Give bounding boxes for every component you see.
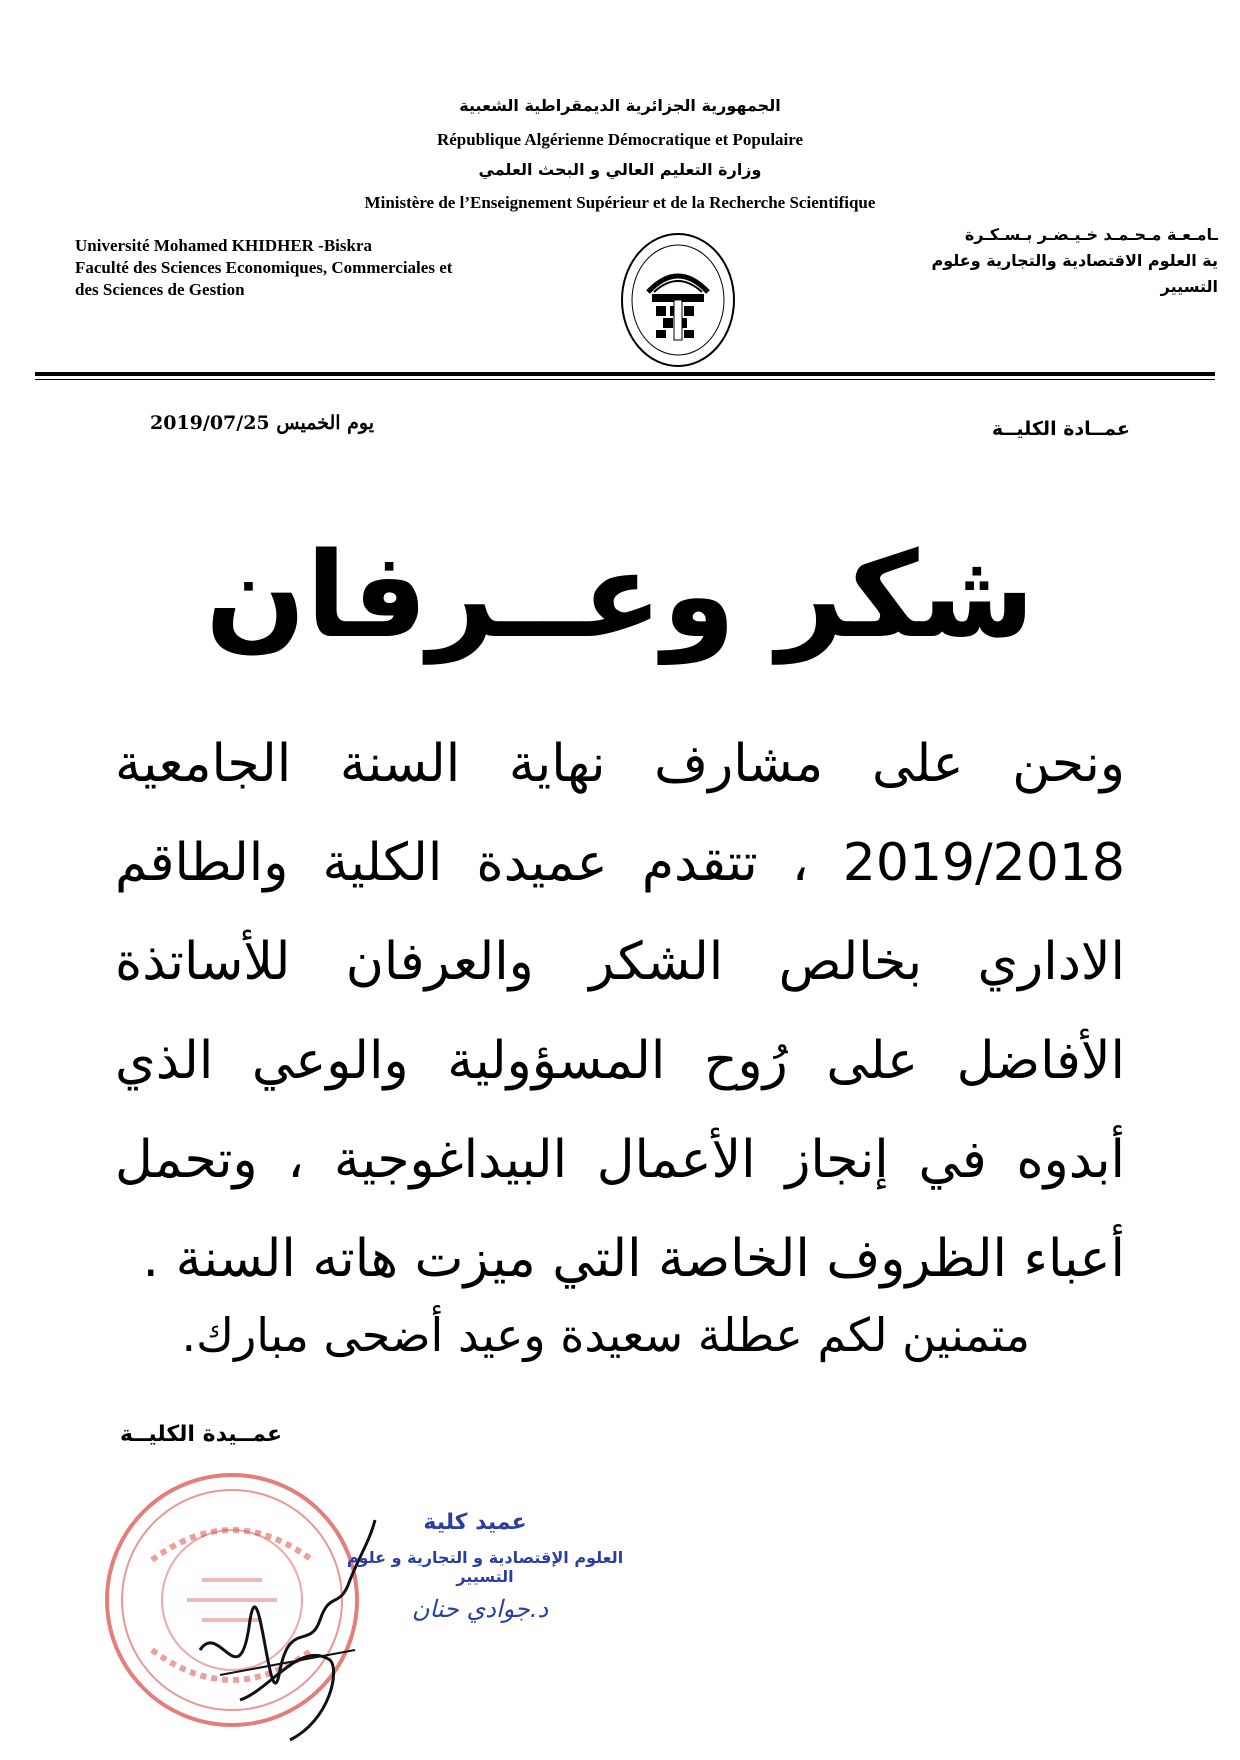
faculty-fr-line1: Faculté des Sciences Economiques, Commerciales et [75,258,453,277]
university-logo-icon [618,230,738,370]
stamp-name: د.جوادي حنان [411,1595,549,1623]
faculty-fr-line2: des Sciences de Gestion [75,280,245,299]
header-ar-ministry: وزارة التعليم العالي و البحث العلمي [478,160,762,179]
dean-office-label: عمــادة الكليــة [991,418,1130,440]
header-rule-thick [35,372,1215,376]
closing-line: متمنين لكم عطلة سعيدة وعيد أضحى مبارك. [181,1308,1030,1362]
university-ar-name: ـامـعـة مـحـمـد خـيـضـر بـسـكـرة [964,225,1218,244]
university-ar-block [888,222,1218,300]
university-fr-block [75,235,555,301]
document-date: يوم الخميس 2019/07/25 [150,412,375,434]
document-title: شكر وعــرفان [205,526,1035,664]
stamp-title: عميد كلية [423,1510,527,1535]
header-fr-republic: République Algérienne Démocratique et Populaire [436,130,804,149]
faculty-ar-name: ية العلوم الاقتصادية والتجارية وعلوم التسيير [931,251,1218,296]
signatory-label: عمــيدة الكليــة [120,1422,283,1447]
stamp-faculty: العلوم الإقتصادية و التجارية و علوم التسيير [346,1548,624,1586]
header-rule-thin [35,379,1215,380]
header-ar-republic: الجمهورية الجزائرية الديمقراطية الشعبية [459,96,781,115]
university-fr-name: Université Mohamed KHIDHER -Biskra [75,236,373,255]
body-paragraph: ونحن على مشارف نهاية السنة الجامعية 2019/2018 ، تتقدم عميدة الكلية والطاقم الاداري بخالص الشكر والعرفان للأساتذة الأفاضل على رُوح المسؤولية والوعي الذي أبدوه في إنجاز الأعمال البيداغوجية ، وتحمل أعباء الظروف الخاصة التي ميزت هاته السنة . [115,734,1125,1289]
header-fr-ministry: Ministère de l’Enseignement Supérieur et de la Recherche Scientifique [364,193,876,212]
handwritten-signature-icon [180,1500,380,1760]
